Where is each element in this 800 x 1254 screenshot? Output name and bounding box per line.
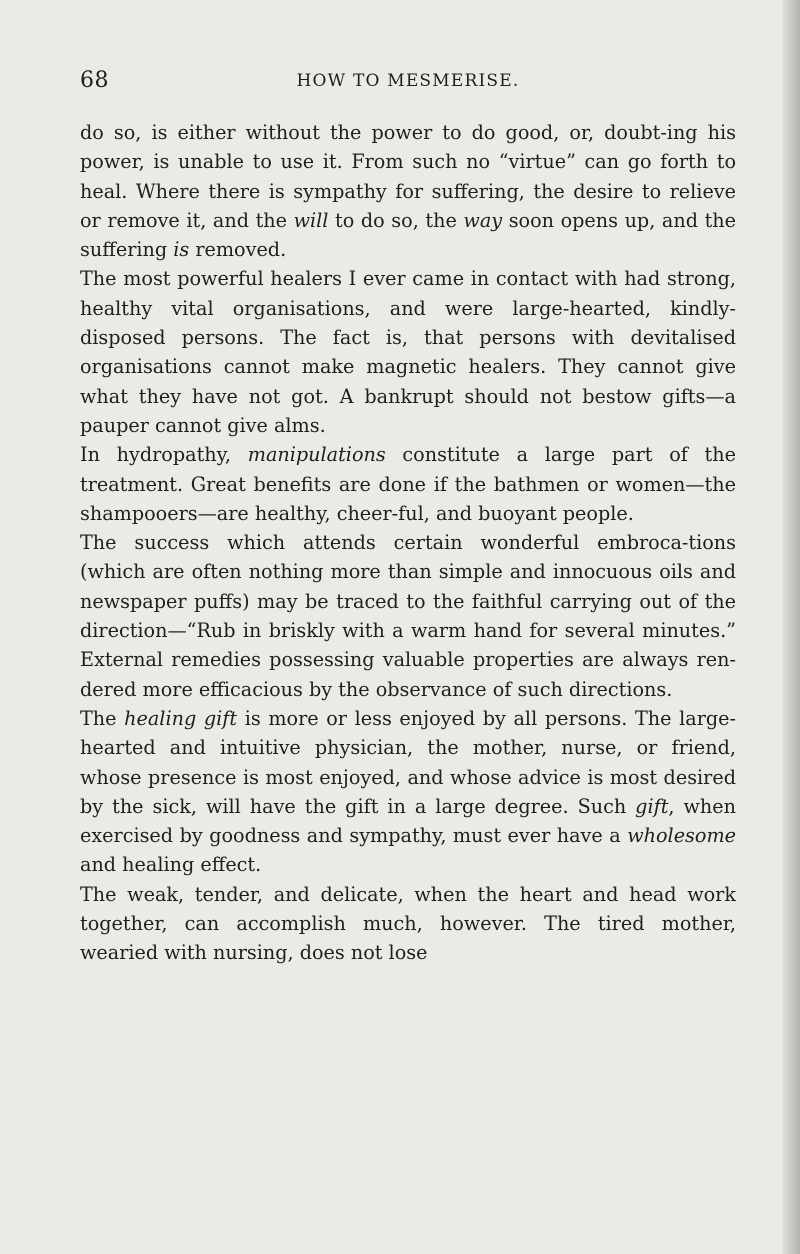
italic-text: manipulations — [247, 443, 386, 467]
text-run: soon opens up, and the suffering — [80, 208, 736, 262]
paragraph — [80, 880, 736, 968]
text-run: , when exercised by goodness and sympathy, must ever have a — [80, 794, 736, 848]
italic-text: way — [463, 208, 503, 232]
page-header — [80, 68, 736, 102]
italic-text: is — [173, 238, 190, 262]
paragraph — [80, 118, 736, 264]
text-run: The most powerful healers I ever came in contact with had strong, healthy vital organisations, and were large-hearted, kindly-disposed persons. The fact is, that persons with devitalised organisations cannot make magnetic healers. They cannot give what they have not got. A bankrupt should not bestow gifts—a pauper cannot give alms. — [80, 267, 736, 437]
paragraph — [80, 264, 736, 440]
text-run: In hydropathy, — [80, 443, 248, 467]
paragraph — [80, 528, 736, 704]
italic-text: will — [293, 208, 329, 232]
text-run: do so, is either without the power to do good, or, doubt-ing his power, is unable to use it. From such no “virtue” can go forth to heal. Where there is sympathy for suffering, the desire to relieve or remove it, and the — [80, 121, 736, 232]
page-number: 68 — [80, 68, 109, 93]
text-run: The weak, tender, and delicate, when the heart and head work together, can accomplish much, however. The tired mother, wearied with nursing, does not lose — [80, 882, 736, 965]
text-run: The — [80, 706, 125, 730]
body-text — [80, 118, 736, 968]
paragraph — [80, 704, 736, 880]
page-edge-shadow — [782, 0, 800, 1254]
italic-text: healing gift — [124, 706, 238, 730]
text-run: and healing effect. — [80, 853, 262, 877]
text-run: is more or less enjoyed by all persons. The large-hearted and intuitive physician, the mother, nurse, or friend, whose presence is most enjoyed, and whose advice is most desired by the sick, will have the gift in a large degree. Such — [80, 706, 736, 818]
text-run: constitute a large part of the treatment. Great benefits are done if the bathmen or women—the shampooers—are healthy, cheer-ful, and buoyant people. — [80, 443, 736, 525]
paragraph — [80, 440, 736, 528]
italic-text: wholesome — [627, 824, 736, 848]
text-run: The success which attends certain wonderful embroca-tions (which are often nothing more than simple and innocuous oils and newspaper puffs) may be traced to the faithful carrying out of the direction—“Rub in briskly with a warm hand for several minutes.” External remedies possessing valuable properties are always ren-dered more efficacious by the observance of such directions. — [80, 531, 736, 701]
italic-text: gift — [635, 794, 669, 818]
text-run: removed. — [189, 238, 287, 262]
running-head: HOW TO MESMERISE. — [296, 71, 520, 91]
text-run: to do so, the — [328, 208, 464, 232]
